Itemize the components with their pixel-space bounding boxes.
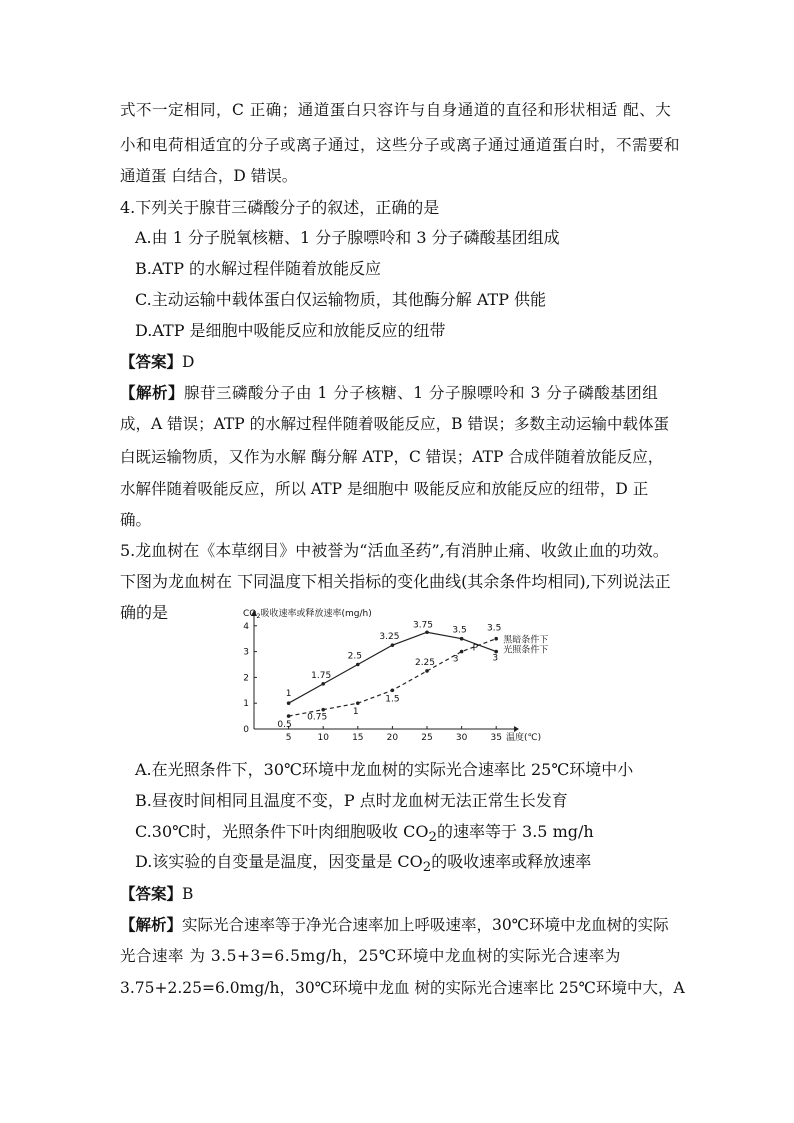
x-tick-label: 30: [455, 733, 468, 743]
q5-option-b: B.昼夜时间相同且温度不变，P 点时龙血树无法正常生长发育: [135, 791, 568, 810]
x-axis-label: 温度(℃): [506, 733, 542, 743]
prev-line-3: 通道蛋 白结合，D 错误。: [120, 167, 298, 185]
q5-analysis-tag: 【解析】: [120, 915, 183, 934]
dark-data-label: 3.5: [487, 623, 502, 634]
q4-option-b: B.ATP 的水解过程伴随着放能反应: [135, 259, 382, 278]
light-data-label: 3.25: [379, 632, 400, 643]
q4-analysis-line-4: 水解伴随着吸能反应，所以 ATP 是细胞中 吸能反应和放能反应的纽带，D 正: [120, 480, 649, 498]
q5-analysis-line-1: [120, 915, 669, 935]
q5-option-d-tail: 的吸收速率或释放速率: [431, 852, 592, 871]
y-tick-label: 0: [243, 725, 249, 735]
temperature-co2-chart: [230, 604, 549, 746]
q4-stem: 4.下列关于腺苷三磷酸分子的叙述，正确的是: [120, 198, 440, 217]
q5-option-c: [135, 822, 594, 848]
y-tick-label: 1: [243, 699, 249, 710]
light-data-label: 1.75: [311, 670, 332, 681]
q5-option-d: [135, 852, 591, 878]
q5-option-c-tail: 的速率等于 3.5 mg/h: [436, 822, 594, 841]
q5-option-c-sub: 2: [428, 830, 437, 846]
q5-option-a: A.在光照条件下，30℃环境中龙血树的实际光合速率比 25℃环境中小: [135, 760, 634, 779]
dark-series-point: [356, 701, 360, 705]
prev-line-2: 小和电荷相适宜的分子或离子通过，这些分子或离子通过通道蛋白时，不需要和: [120, 136, 681, 154]
prev-line-1: 式不一定相同，C 正确；通道蛋白只容许与自身通道的直径和形状相适 配、大: [120, 101, 672, 119]
dark-data-label: 2.25: [414, 657, 436, 668]
y-tick-label: 4: [243, 621, 249, 632]
q4-analysis-line-5: 确。: [120, 511, 152, 529]
q5-analysis-line-3: 3.75+2.25=6.0mg/h，30℃环境中龙血 树的实际光合速率比 25℃环境中大，A: [120, 979, 685, 997]
light-data-label: 2.5: [347, 651, 362, 662]
q4-option-c: C.主动运输中载体蛋白仅运输物质，其他酶分解 ATP 供能: [135, 290, 547, 309]
point-p-label: P: [472, 643, 479, 654]
light-data-label: 1: [285, 689, 292, 700]
q5-stem-line-3: 确的是: [120, 603, 169, 622]
y-axis-label: $CO_2$吸收速率或释放速率(mg/h): [243, 609, 372, 620]
q5-analysis-line-2: 光合速率 为 3.5+3=6.5mg/h，25℃环境中龙血树的实际光合速率为: [120, 947, 621, 965]
q5-answer: B: [182, 885, 194, 903]
q4-option-d: D.ATP 是细胞中吸能反应和放能反应的纽带: [135, 321, 446, 340]
x-tick-label: 10: [317, 733, 329, 743]
q4-answer-line: [120, 352, 194, 372]
dark-data-label: 1.5: [385, 694, 400, 705]
light-series-point: [321, 682, 325, 686]
x-tick-label: 20: [386, 733, 399, 743]
q5-answer-line: [120, 884, 193, 904]
light-series-point: [356, 663, 360, 667]
light-series-point: [460, 637, 464, 641]
q5-answer-tag: 【答案】: [120, 884, 183, 903]
dark-data-label: 0.75: [307, 712, 328, 723]
q4-option-a: A.由 1 分子脱氧核糖、1 分子腺嘌呤和 3 分子磷酸基团组成: [135, 228, 560, 247]
q5-stem-line-2: 下图为龙血树在 下同温度下相关指标的变化曲线(其余条件均相同),下列说法正: [120, 572, 671, 591]
q4-analysis-line-1: [120, 383, 658, 403]
dark-data-label: 1: [352, 707, 359, 718]
light-series-point: [391, 643, 395, 647]
q5-option-d-text: D.该实验的自变量是温度，因变量是 CO: [135, 852, 423, 871]
dark-series-point: [494, 637, 498, 641]
light-data-label: 3: [492, 653, 499, 664]
y-tick-label: 3: [243, 647, 249, 658]
light-data-label: 3.5: [452, 625, 467, 636]
dark-series-point: [425, 669, 429, 673]
x-axis-arrow: [514, 726, 519, 732]
light-series-legend: 光照条件下: [503, 645, 549, 656]
dark-series-legend: 黑暗条件下: [503, 635, 549, 646]
dark-data-label: 3: [452, 654, 459, 665]
dark-series-point: [321, 708, 325, 712]
q4-answer: D: [182, 353, 195, 371]
light-series-point: [425, 630, 429, 634]
q5-option-d-sub: 2: [422, 860, 432, 876]
q4-analysis-tag: 【解析】: [120, 383, 185, 402]
x-tick-label: 35: [490, 733, 502, 743]
q4-analysis-line-2: 成，A 错误；ATP 的水解过程伴随着吸能反应，B 错误；多数主动运输中载体蛋: [120, 415, 669, 433]
y-tick-label: 2: [243, 673, 249, 684]
dark-series-point: [391, 689, 395, 693]
q4-analysis-text-1: 腺苷三磷酸分子由 1 分子核糖、1 分子腺嘌呤和 3 分子磷酸基团组: [184, 384, 659, 402]
q5-stem-line-1: 5.龙血树在《本草纲目》中被誉为“活血圣药”,有消肿止痛、收敛止血的功效。: [120, 541, 669, 560]
dark-series-point: [287, 714, 291, 718]
q4-analysis-line-3: 白既运输物质，又作为水解 酶分解 ATP，C 错误；ATP 合成伴随着放能反应，: [120, 448, 664, 466]
light-series-point: [287, 701, 291, 705]
x-tick-label: 25: [421, 733, 433, 743]
dark-data-label: 0.5: [277, 720, 292, 731]
light-series-line: [289, 632, 497, 703]
dark-series-point: [460, 650, 464, 654]
q4-answer-tag: 【答案】: [120, 352, 183, 371]
q5-option-c-text: C.30℃时，光照条件下叶肉细胞吸收 CO: [135, 822, 429, 841]
x-tick-label: 15: [352, 733, 364, 743]
x-tick-label: 5: [285, 733, 292, 743]
light-data-label: 3.75: [412, 620, 434, 631]
q5-analysis-text-1: 实际光合速率等于净光合速率加上呼吸速率，30℃环境中龙血树的实际: [182, 916, 669, 934]
